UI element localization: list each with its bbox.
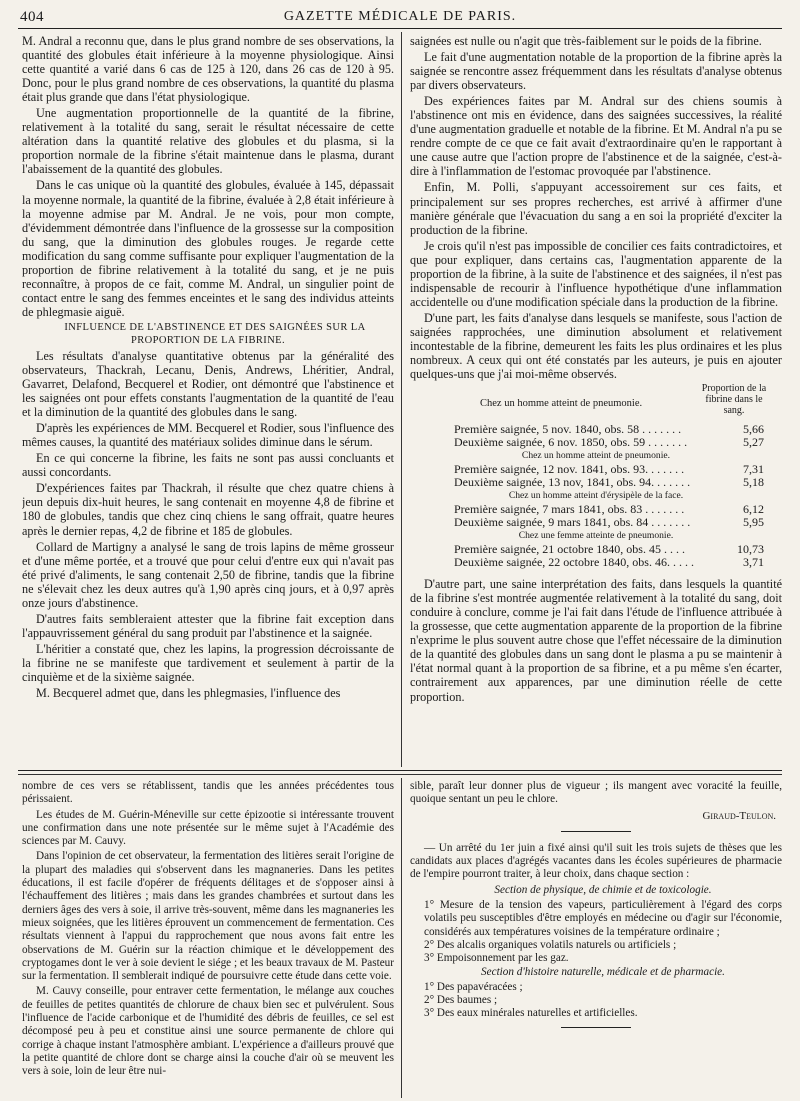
paragraph: saignées est nulle ou n'agit que très-faiblement sur le poids de la fibrine.	[410, 34, 762, 48]
row-label: Deuxième saignée, 13 nov, 1841, obs. 94. . . . . . .	[454, 475, 691, 490]
paragraph: M. Cauvy conseille, pour entraver cette fermentation, le mélange aux couches de feuilles de petites quantités de chlorure de chaux bien sec et pulvérulent. Sous l'influence de l'acide carbonique et de l'humidité des débris de feuilles, ce sel est décomposé peu à peu et constitue ainsi une source permanente de chlore qui corrige à chaque instant l'atmosphère ambiant. L'expérience a d'ailleurs prouvé que la petite quantité de chlore dont se charge ainsi la couche d'air où se meuvent les vers à soie, loin de leur être nui-	[22, 985, 394, 1078]
lower-right-column	[410, 780, 782, 1098]
paragraph: Dans l'opinion de cet observateur, la fermentation des litières serait l'origine de la plupart des maladies qui s'observent dans les magnaneries. Dans les petites éducations, il est facile d'opérer de fréquents délitages et de s'opposer ainsi à l'échauffement des litières ; mais dans les grandes chambrées et surtout dans les derniers âges des vers à soie, il arrive très-souvent, même dans les magnaneries les mieux soignées, que les litières éprouvent un commencement de fermentation. Ces résultats viennent à l'appui du rapprochement que nous avons fait entre les observations de M. Guérin sur la réaction chimique et le développement des cryptogames dont le ver à soie devient le siége ; et les beaux travaux de M. Pasteur sur la fermentation. Il semblerait indiqué de poursuivre cette étude dans cette voie.	[22, 850, 394, 983]
paragraph: Je crois qu'il n'est pas impossible de concilier ces faits contradictoires, et que pour expliquer, dans certains cas, l'augmentation apparente de la proportion de la fibrine, à la suite de l'abstinence et des saignées, il n'est pas indispensable de recourir à l'influence hypothétique d'une inflammation accidentelle ou d'une modification spéciale dans la production de la fibrine.	[410, 238, 782, 309]
paragraph: Le fait d'une augmentation notable de la proportion de la fibrine après la saignée se rencontre assez fréquemment dans les résultats d'analyse obtenus par divers observateurs.	[410, 50, 782, 93]
row-value: 3,71	[743, 555, 764, 570]
paragraph: M. Andral a reconnu que, dans le plus grand nombre de ses observations, la quantité des globules était inférieure à la moyenne physiologique. Ainsi cette quantité a varié dans 6 cas de 125 à 120, dans 26 cas de 120 à 95. Donc, pour le plus grand nombre de ces observations, la quantité du plasma était plus grande que dans l'état physiologique.	[22, 34, 394, 105]
paragraph: Des expériences faites par M. Andral sur des chiens soumis à l'abstinence ont mis en évidence, dans des saignées successives, la réalité d'une augmentation graduelle et notable de la fibrine. Et M. Andral n'a pu se rendre compte de ce que ce fait avait d'extraordinaire qu'en le rapportant à une cause autre que l'action propre de l'abstinence et de la saignée, c'est-à-dire à l'inflammation de l'estomac provoquée par l'abstinence.	[410, 94, 782, 179]
row-label: Deuxième saignée, 22 octobre 1840, obs. 46. . . . .	[454, 555, 694, 570]
paragraph: sible, paraît leur donner plus de vigueur ; ils mangent avec voracité la feuille, quoique sentant un peu le chlore.	[410, 780, 782, 806]
table-row	[410, 516, 782, 529]
upper-right-column	[410, 34, 782, 767]
paragraph: Enfin, M. Polli, s'appuyant accessoirement sur ces faits, et principalement sur ses propres recherches, est arrivé à affirmer d'une manière générale que l'évacuation du sang a en soi la propriété d'exciter la production de la fibrine.	[410, 180, 782, 237]
row-label: Deuxième saignée, 6 nov. 1850, obs. 59 . . . . . . .	[454, 435, 688, 450]
row-value: 5,66	[743, 422, 764, 437]
row-value: 10,73	[737, 542, 764, 557]
row-value: 5,27	[743, 435, 764, 450]
row-label: Première saignée, 21 octobre 1840, obs. 45 . . . .	[454, 542, 685, 557]
column-divider	[401, 32, 402, 767]
table-group-caption: Chez une femme atteinte de pneumonie.	[518, 530, 674, 542]
page-number: 404	[20, 9, 44, 25]
column-divider	[401, 778, 402, 1098]
paragraph: M. Becquerel admet que, dans les phlegmasies, l'influence des	[36, 686, 341, 701]
table-group-caption: Chez un homme atteint de pneumonie.	[480, 398, 643, 410]
list-item: 2° Des alcalis organiques volatils naturels ou artificiels ;	[424, 938, 677, 951]
paragraph: Les résultats d'analyse quantitative obtenus par la généralité des observateurs, Thackrah, Lecanu, Denis, Andrews, Lhéritier, Andral, Gavarret, Delafond, Becquerel et Rodier, ont démontré que l'abstinence et les saignées ont pour effets constants l'augmentation de la quantité de l'eau et la diminution de la quantité des globules dans le sang.	[22, 348, 394, 420]
paragraph: D'autres faits sembleraient attester que la fibrine fait exception dans l'appauvrissement général du sang produit par l'abstinence et la saignée.	[22, 611, 394, 640]
paragraph: D'autre part, une saine interprétation des faits, dans lesquels la quantité de la fibrine s'est montrée augmentée relativement à la totalité du sang, doit conduire à conclure, comme je l'ai fait dans l'étude de l'influence attribuée à la grossesse, que cette augmentation apparente de la proportion de la fibrine n'exprime le plus souvent autre chose que l'effet nécessaire de la diminution de la quantité des globules dans un sang dont le plasma a pu se maintenir à l'état normal quant à la proportion de sa fibrine, et a pu même s'en écarter, contrairement aux apparences, par une diminution réelle de cette proportion.	[410, 577, 782, 704]
row-label: Deuxième saignée, 9 mars 1841, obs. 84 . . . . . . .	[454, 515, 691, 530]
section-title: Section d'histoire naturelle, médicale et de pharmacie.	[481, 965, 725, 978]
paragraph: L'héritier a constaté que, chez les lapins, la progression décroissante de la fibrine ne se manifeste que tardivement et seulement à partir de la cinquième et de la sixième saignée.	[22, 641, 394, 684]
paragraph: Une augmentation proportionnelle de la quantité de la fibrine, relativement à la totalité du sang, serait le résultat nécessaire de cette altération dans la quantité relative des globules et du plasma, si la proportion normale de la fibrine s'était maintenue dans le plasma, durant l'abaissement de la quantité des globules.	[22, 106, 394, 177]
section-heading: INFLUENCE DE L'ABSTINENCE ET DES SAIGNÉES SUR LA PROPORTION DE LA FIBRINE.	[64, 321, 366, 346]
table-group-caption: Chez un homme atteint de pneumonie.	[521, 450, 671, 462]
row-value: 5,18	[743, 475, 764, 490]
row-label: Première saignée, 5 nov. 1840, obs. 58 . . . . . . .	[454, 422, 682, 437]
page-header	[18, 6, 782, 29]
announcement-paragraph: — Un arrêté du 1er juin a fixé ainsi qu'il suit les trois sujets de thèses que les candidats aux places d'agrégés vacantes dans les écoles supérieures de pharmacie de l'empire pourront traiter, à leur choix, dans chaque section :	[410, 841, 782, 881]
table-group-caption: Chez un homme atteint d'érysipèle de la face.	[508, 490, 684, 502]
row-value: 6,12	[743, 502, 764, 517]
list-item: 1° Mesure de la tension des vapeurs, particulièrement à l'égard des corps volatils peu susceptibles d'être employés en médecine ou d'agir sur l'économie, considérés aux températures voisines de la température ordinaire ;	[424, 899, 782, 938]
author-signature: Giraud-Teulon.	[702, 809, 776, 822]
paragraph: D'expériences faites par Thackrah, il résulte que chez quatre chiens à jeun depuis dix-huit heures, le sang contenait en moyenne 4,8 de fibrine et 180 de globules, tandis que chez cinq chiens le sang offrait, quatre heures après le dernier repas, 4,2 de fibrine et 185 de globules.	[22, 481, 394, 538]
row-value: 5,95	[743, 515, 764, 530]
upper-left-column	[22, 34, 394, 767]
section-title: Section de physique, de chimie et de toxicologie.	[494, 883, 712, 896]
fibrine-table	[410, 383, 782, 569]
list-item: 3° Des eaux minérales naturelles et artificielles.	[424, 1007, 638, 1020]
table-row	[410, 476, 782, 489]
short-divider	[561, 1027, 631, 1028]
paragraph: Les études de M. Guérin-Méneville sur cette épizootie si intéressante trouvent une confirmation dans une note présentée sur le même sujet à l'Académie des sciences par M. Cauvy.	[22, 808, 394, 848]
paragraph: D'une part, les faits d'analyse dans lesquels se manifeste, sous l'action de saignées rapprochées, une diminution absolument et relativement incontestable de la fibrine, demeurent les faits les plus ordinaires et les plus nombreux. A ceux qui ont été constatés par les auteurs, je puis en ajouter quelques-uns que j'ai moi-même observés.	[410, 310, 782, 382]
table-header	[410, 383, 782, 423]
row-value: 7,31	[743, 462, 764, 477]
list-item: 2° Des baumes ;	[424, 994, 498, 1007]
list-item: 3° Empoisonnement par les gaz.	[424, 952, 569, 965]
table-row	[410, 436, 782, 449]
paragraph: Dans le cas unique où la quantité des globules, évaluée à 145, dépassait la moyenne normale, la quantité de la fibrine, évaluée à 2,8 était inférieure à la moyenne admise par M. Andral. Je ne vois, pour mon compte, d'évidemment démontrée dans l'influence de la grossesse sur la composition du sang, que la diminution des globules rouges. Je regarde cette modification du sang comme suffisante pour expliquer l'augmentation de la proportion de fibrine relativement à la totalité du sang, et je ne puis reconnaître, à propos de ce fait, comme M. Andral, un singulier point de contact entre le sang des femmes enceintes et le sang des individus atteints de phlegmasie aiguë.	[22, 178, 394, 319]
row-label: Première saignée, 12 nov. 1841, obs. 93. . . . . . .	[454, 462, 685, 477]
table-column-header: Proportion de la fibrine dans le sang.	[701, 383, 767, 417]
paragraph: Collard de Martigny a analysé le sang de trois lapins de même grosseur et d'une même portée, et a trouvé que pour celui d'entre eux qui n'avait pas été privé d'aliments, le sang contenait 2,50 de fibrine, tandis que la fibrine ne s'élevait chez les deux autres qu'à 1,90 après cinq jours, et à 0,97 après onze jours d'abstinence.	[22, 539, 394, 610]
paragraph: En ce qui concerne la fibrine, les faits ne sont pas aussi concluants et aussi concordants.	[22, 451, 394, 480]
paragraph: D'après les expériences de MM. Becquerel et Rodier, sous l'influence des mêmes causes, la quantité des matériaux solides diminue dans le sérum.	[22, 421, 394, 450]
section-divider	[18, 770, 782, 771]
section-divider-thin	[18, 774, 782, 775]
row-label: Première saignée, 7 mars 1841, obs. 83 . . . . . . .	[454, 502, 685, 517]
journal-title: GAZETTE MÉDICALE DE PARIS.	[283, 9, 517, 24]
list-item: 1° Des papavéracées ;	[424, 980, 523, 993]
lower-left-column	[22, 780, 394, 1098]
table-row	[410, 556, 782, 569]
paragraph: nombre de ces vers se rétablissent, tandis que les années précédentes tous périssaient.	[22, 780, 394, 806]
short-divider	[561, 831, 631, 832]
